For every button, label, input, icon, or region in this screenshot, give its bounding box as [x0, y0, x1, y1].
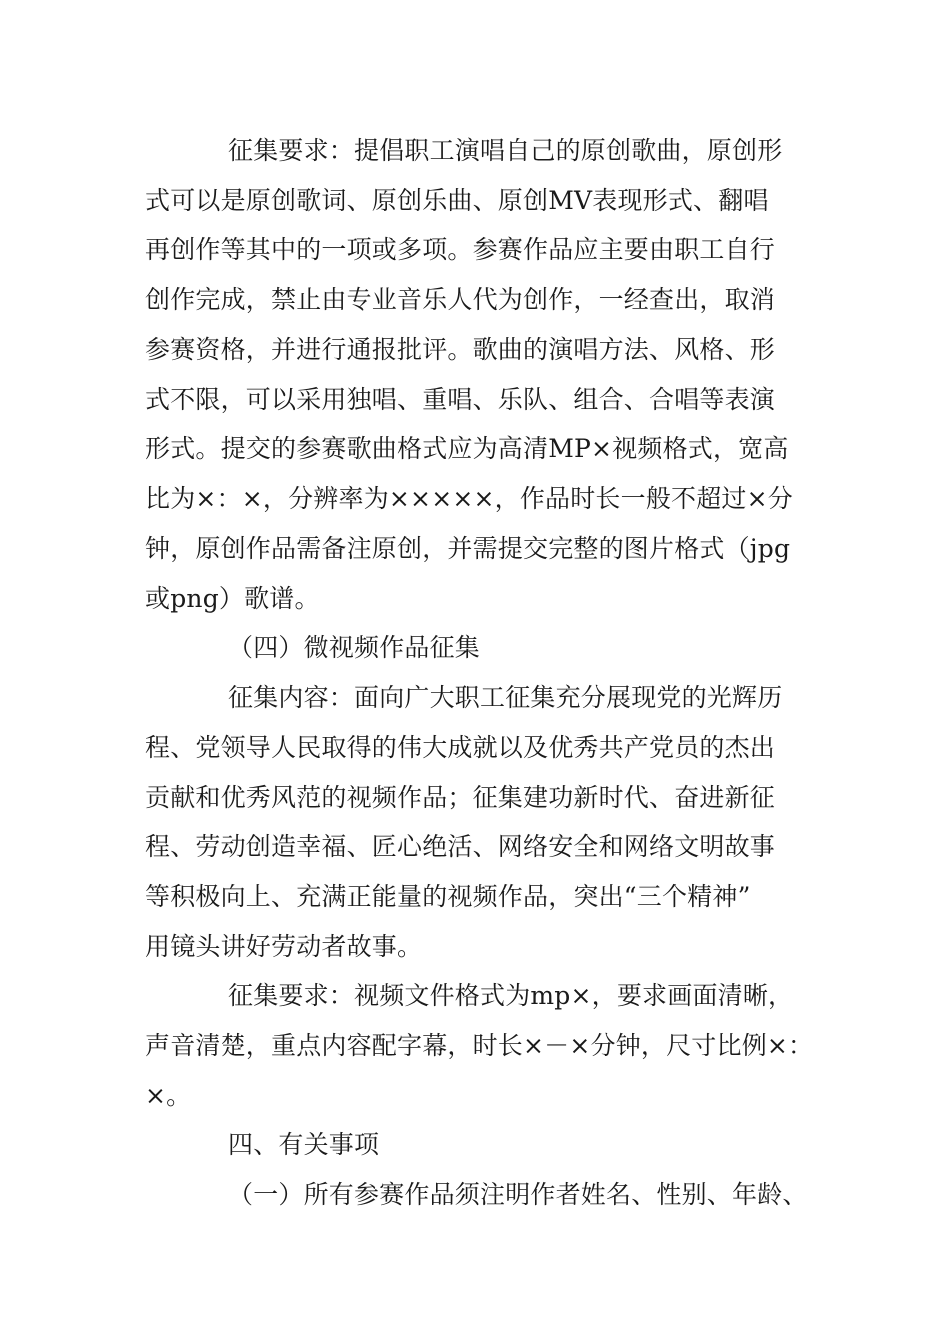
paragraph-2-line-5: 等积极向上、充满正能量的视频作品，突出“三个精神”: [145, 882, 751, 911]
paragraph-1-line-8: 比为×：×，分辨率为×××××，作品时长一般不超过×分: [145, 484, 793, 513]
section-heading-related-matters: 四、有关事项: [228, 1130, 380, 1159]
heading-micro-video-collection: （四）微视频作品征集: [228, 633, 481, 662]
paragraph-1-line-9: 钟，原创作品需备注原创，并需提交完整的图片格式（jpg: [145, 534, 791, 563]
paragraph-1-line-2: 式可以是原创歌词、原创乐曲、原创MV表现形式、翻唱: [145, 186, 769, 215]
paragraph-3-line-2: 声音清楚，重点内容配字幕，时长×－×分钟，尺寸比例×：: [145, 1031, 814, 1060]
paragraph-1-line-4: 创作完成，禁止由专业音乐人代为创作，一经查出，取消: [145, 285, 776, 314]
paragraph-3-line-1: 征集要求：视频文件格式为mp×，要求画面清晰，: [228, 981, 794, 1010]
paragraph-4-line-1: （一）所有参赛作品须注明作者姓名、性别、年龄、: [228, 1180, 808, 1209]
paragraph-1-line-5: 参赛资格，并进行通报批评。歌曲的演唱方法、风格、形: [145, 335, 776, 364]
paragraph-1-line-7: 形式。提交的参赛歌曲格式应为高清MP×视频格式，宽高: [145, 434, 789, 463]
paragraph-2-line-2: 程、党领导人民取得的伟大成就以及优秀共产党员的杰出: [145, 733, 776, 762]
paragraph-1-line-10: 或png）歌谱。: [145, 584, 320, 613]
paragraph-2-line-4: 程、劳动创造幸福、匠心绝活、网络安全和网络文明故事: [145, 832, 776, 861]
paragraph-1-line-1: 征集要求：提倡职工演唱自己的原创歌曲，原创形: [228, 136, 783, 165]
paragraph-1-line-6: 式不限，可以采用独唱、重唱、乐队、组合、合唱等表演: [145, 385, 776, 414]
paragraph-2-line-1: 征集内容：面向广大职工征集充分展现党的光辉历: [228, 683, 783, 712]
paragraph-2-line-3: 贡献和优秀风范的视频作品；征集建功新时代、奋进新征: [145, 783, 776, 812]
paragraph-2-line-6: 用镜头讲好劳动者故事。: [145, 932, 423, 961]
paragraph-1-line-3: 再创作等其中的一项或多项。参赛作品应主要由职工自行: [145, 235, 776, 264]
paragraph-3-line-3: ×。: [145, 1081, 192, 1110]
